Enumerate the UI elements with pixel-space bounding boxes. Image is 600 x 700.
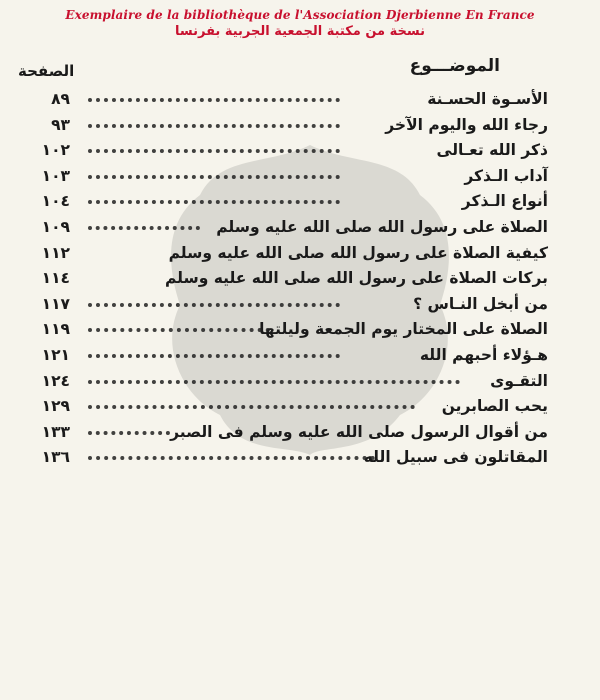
toc-title: التقـوى: [490, 371, 548, 390]
toc-row: [0, 320, 600, 346]
toc-row: [0, 116, 600, 142]
toc-page-number: ١١٤: [41, 269, 70, 288]
toc-title: أنواع الـذكر: [461, 192, 548, 211]
toc-title: ذكر الله تعـالى: [436, 141, 548, 160]
toc-row: [0, 244, 600, 270]
toc-title: المقاتلون فى سبيل الله: [363, 448, 548, 467]
leader-dots: [88, 122, 340, 128]
toc-title: يحب الصابرين: [441, 397, 548, 416]
toc-title: رجاء الله واليوم الآخر: [385, 115, 548, 134]
leader-dots: [88, 224, 200, 230]
toc-title: آداب الـذكر: [464, 166, 548, 185]
toc-row: [0, 346, 600, 372]
leader-dots: [88, 198, 340, 204]
toc-row: [0, 397, 600, 423]
toc-page-number: ١٠٤: [41, 192, 70, 211]
library-stamp-french: Exemplaire de la bibliothèque de l'Association Djerbienne En France: [65, 8, 535, 22]
leader-dots: [88, 378, 460, 384]
toc-page-number: ١٢٩: [41, 397, 70, 416]
toc-header: [0, 56, 600, 82]
table-of-contents: [0, 90, 600, 474]
toc-page-number: ١٠٣: [41, 166, 70, 185]
toc-row: [0, 90, 600, 116]
leader-dots: [88, 403, 415, 409]
toc-title: هـؤلاء أحبهم الله: [419, 345, 548, 364]
toc-title: من أقوال الرسول صلى الله عليه وسلم فى الصبر: [170, 422, 548, 441]
toc-page-number: ٩٣: [51, 115, 70, 134]
library-stamp-arabic: نسخة من مكتبة الجمعية الجربية بفرنسا: [175, 24, 425, 39]
toc-page-number: ١١٧: [41, 294, 70, 313]
column-header-page: الصفحة: [18, 62, 75, 80]
leader-dots: [88, 173, 340, 179]
toc-page-number: ١٢١: [41, 345, 70, 364]
toc-page-number: ١٠٢: [41, 141, 70, 160]
toc-page-number: ١١٢: [41, 243, 70, 262]
leader-dots: [88, 454, 375, 460]
toc-row: [0, 167, 600, 193]
toc-row: [0, 372, 600, 398]
toc-page-number: ١٢٤: [41, 371, 70, 390]
toc-page-number: ١١٩: [41, 320, 70, 339]
toc-title: الأسـوة الحسـنة: [427, 90, 548, 108]
toc-row: [0, 141, 600, 167]
leader-dots: [88, 352, 340, 358]
leader-dots: [88, 301, 340, 307]
toc-title: من أبخل النـاس ؟: [413, 294, 548, 313]
toc-row: [0, 423, 600, 449]
toc-title: كيفية الصلاة على رسول الله صلى الله عليه وسلم: [168, 243, 548, 262]
leader-dots: [88, 96, 340, 102]
leader-dots: [88, 429, 170, 435]
toc-title: بركات الصلاة على رسول الله صلى الله عليه وسلم: [164, 269, 548, 288]
toc-page-number: ١٠٩: [41, 217, 70, 236]
toc-page-number: ٨٩: [51, 90, 70, 108]
column-header-topic: الموضـــوع: [409, 56, 500, 76]
toc-title: الصلاة على رسول الله صلى الله عليه وسلم: [216, 217, 548, 236]
toc-page-number: ١٣٣: [41, 422, 70, 441]
toc-row: [0, 448, 600, 474]
leader-dots: [88, 326, 270, 332]
toc-row: [0, 192, 600, 218]
toc-row: [0, 269, 600, 295]
toc-title: الصلاة على المختار يوم الجمعة وليلتها: [259, 320, 548, 339]
toc-page-number: ١٣٦: [41, 448, 70, 467]
leader-dots: [88, 147, 340, 153]
toc-row: [0, 218, 600, 244]
toc-row: [0, 295, 600, 321]
